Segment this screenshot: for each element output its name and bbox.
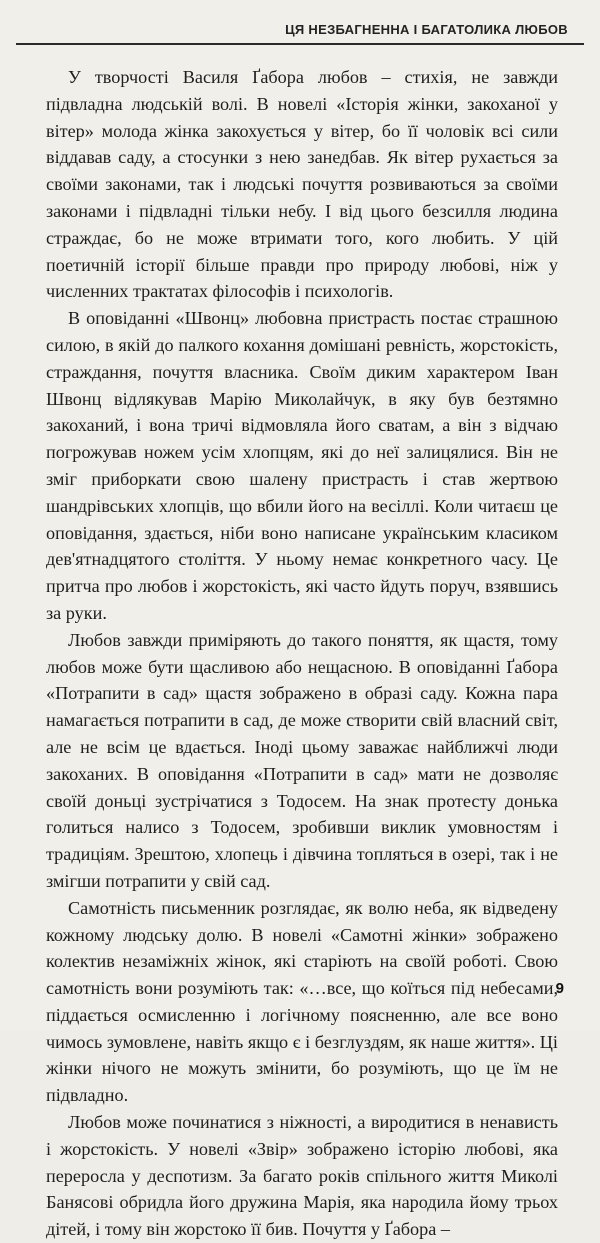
paragraph-3: Любов завжди приміряють до такого поняття, як щастя, тому любов може бути щасливою або нещасною. В оповіданні Ґабора «Потрапити в сад» щастя зображено в образі саду. Кожна пара намагається потрапити в сад, де може створити свій власний світ, але не всім це вдається. Іноді цьому заважає найближчі люди закоханих. В оповідання «Потрапити в сад» мати не дозволяє своїй доньці зустрічатися з Тодосем. На знак протесту донька голиться налисо з Тодосем, зробивши виклик умовностям і традиціям. Зрештою, хлопець і дівчина топляться в озері, так і не змігши потрапити у свій сад. bbox=[46, 629, 558, 891]
paragraph-5: Любов може починатися з ніжності, а виродитися в ненависть і жорстокість. У новелі «Звір» зображено історію любові, яка переросла у деспотизм. За багато років спільного життя Миколі Банясові обридла його дружина Марія, яка народила йому трьох дітей, і тому він жорстоко її бив. Почуття у Ґабора – bbox=[46, 1112, 558, 1240]
paragraph-1: У творчості Василя Ґабора любов – стихія, не завжди підвладна людській волі. В новелі «Історія жінки, закоханої у вітер» молода жінка закохується у вітер, бо її чоловік всі сили віддавав саду, а стосунки з нею занедбав. Як вітер рухається за своїми законами, так і людські почуття розвиваються за своїми законами і підвладні тільки небу. І від цього безсилля людина страждає, бо не може втримати того, кого любить. У цій поетичній історії більше правди про природу любові, ніж у численних трактатах філософів і психологів. bbox=[46, 67, 558, 302]
paragraph-4: Самотність письменник розглядає, як волю неба, як відведену кожному людську долю. В новелі «Самотні жінки» зображено колектив незаміжніх жінок, які старіють на своїй роботі. Свою самотність вони розуміють так: «…все, що коїться під небесами, піддається осмисленню і логічному поясненню, але все воно чимось зумовлене, навіть якщо є і безглуздям, як наше життя». Ці жінки нічого не можуть змінити, бо розуміють, що це їм не підвладно. bbox=[46, 897, 558, 1106]
running-header-title: ЦЯ НЕЗБАГНЕННА І БАГАТОЛИКА ЛЮБОВ bbox=[285, 22, 568, 37]
body-text bbox=[46, 64, 558, 1243]
paragraph-2: В оповіданні «Швонц» любовна пристрасть постає страшною силою, в якій до палкого кохання домішані ревність, жорстокість, страждання, почуття власника. Своїм диким характером Іван Швонц відлякував Марію Миколайчук, в яку був безтямно закоханий, і вона тричі відмовляла його сватам, а він з відчаю погрожував ножем усім хлопцям, які до неї залицялися. Він не зміг приборкати свою шалену пристрасть і став жертвою шандрівських хлопців, що вбили його на весіллі. Коли читаєш це оповідання, здається, ніби воно написане українським класиком дев'ятнадцятого століття. У ньому немає конкретного часу. Це притча про любов і жорстокість, які часто йдуть поруч, взявшись за руки. bbox=[46, 308, 558, 623]
page-number: 9 bbox=[555, 980, 564, 997]
header-rule bbox=[16, 43, 584, 45]
running-header bbox=[16, 14, 584, 46]
